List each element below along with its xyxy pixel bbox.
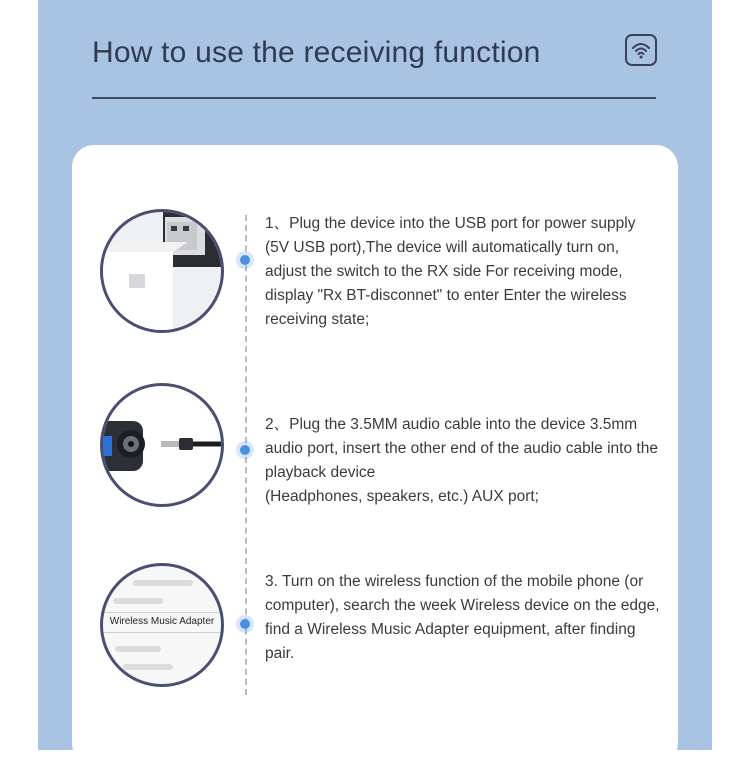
wifi-icon-glyph — [627, 36, 655, 64]
audio-cable-illustration — [103, 386, 221, 504]
blurred-list-item — [113, 598, 163, 604]
title-divider — [92, 97, 656, 99]
step-1-text: 1、Plug the device into the USB port for power supply (5V USB port),The device will automatically turn on, adjust the switch to the RX side For receiving mode, display "Rx BT-disconnet" to enter Enter the wireless receiving state; — [265, 215, 636, 328]
device-list-image — [100, 563, 224, 687]
list-divider — [103, 632, 221, 633]
step-1-marker — [240, 255, 250, 265]
usb-adapter-image — [100, 209, 224, 333]
blurred-list-item — [123, 664, 173, 670]
step-2-line-1: 2、Plug the 3.5MM audio cable into the device 3.5mm audio port, insert the other end of the audio cable into the playback device — [265, 416, 658, 481]
blurred-list-item — [115, 646, 161, 652]
step-3-marker — [240, 619, 250, 629]
device-name-label: Wireless Music Adapter — [109, 616, 215, 627]
step-2-text — [265, 413, 660, 509]
blurred-list-item — [133, 580, 193, 586]
audio-cable-image — [100, 383, 224, 507]
step-2-marker — [240, 445, 250, 455]
usb-adapter-illustration — [103, 212, 221, 330]
step-3-text: 3. Turn on the wireless function of the mobile phone (or computer), search the week Wireless device on the edge, find a Wireless Music Adapter equipment, after finding pair. — [265, 573, 660, 662]
list-divider — [103, 612, 221, 613]
wifi-icon[interactable] — [625, 34, 657, 66]
step-2-line-2: (Headphones, speakers, etc.) AUX port; — [265, 488, 539, 505]
page-title: How to use the receiving function — [92, 36, 541, 69]
